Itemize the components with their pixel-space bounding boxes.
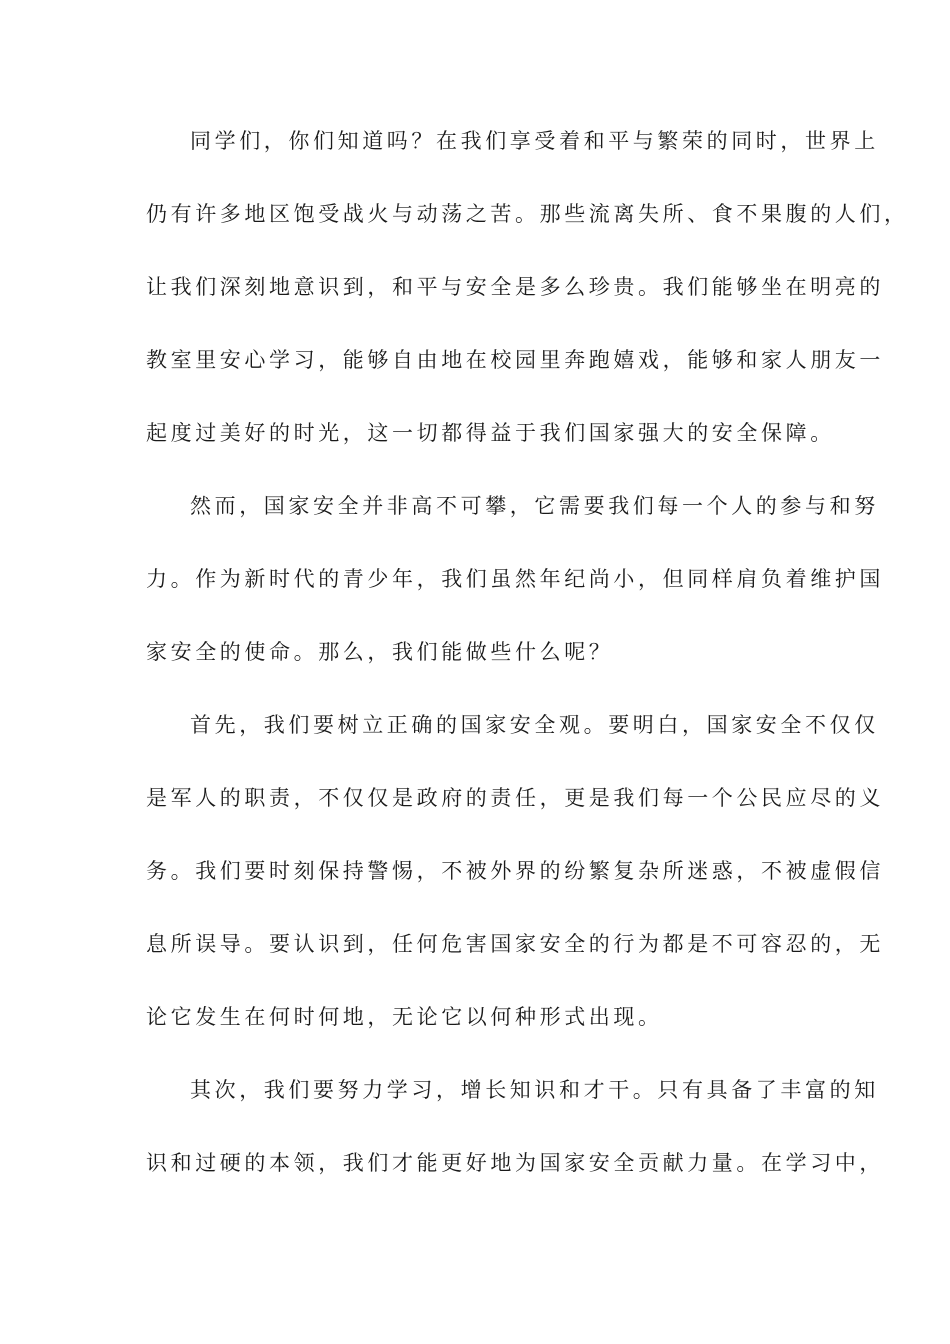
paragraph-1-line-5: 起度过美好的时光，这一切都得益于我们国家强大的安全保障。 <box>146 421 835 445</box>
document-body <box>146 121 909 1216</box>
paragraph-2-line-1: 然而，国家安全并非高不可攀，它需要我们每一个人的参与和努 <box>190 494 879 518</box>
paragraph-3-line-4: 息所误导。要认识到，任何危害国家安全的行为都是不可容忍的，无 <box>146 932 884 956</box>
paragraph-1-line-4: 教室里安心学习，能够自由地在校园里奔跑嬉戏，能够和家人朋友一 <box>146 348 884 372</box>
paragraph-3-line-3: 务。我们要时刻保持警惕，不被外界的纷繁复杂所迷惑，不被虚假信 <box>146 859 884 883</box>
paragraph-2-line-3: 家安全的使命。那么，我们能做些什么呢？ <box>146 640 614 664</box>
paragraph-1-line-3: 让我们深刻地意识到，和平与安全是多么珍贵。我们能够坐在明亮的 <box>146 275 884 299</box>
paragraph-4-line-1: 其次，我们要努力学习，增长知识和才干。只有具备了丰富的知 <box>190 1078 879 1102</box>
paragraph-4-line-2: 识和过硬的本领，我们才能更好地为国家安全贡献力量。在学习中， <box>146 1151 884 1175</box>
paragraph-3-line-1: 首先，我们要树立正确的国家安全观。要明白，国家安全不仅仅 <box>190 713 879 737</box>
paragraph-1-line-2: 仍有许多地区饱受战火与动荡之苦。那些流离失所、食不果腹的人们， <box>146 202 909 226</box>
paragraph-2-line-2: 力。作为新时代的青少年，我们虽然年纪尚小，但同样肩负着维护国 <box>146 567 884 591</box>
paragraph-3-line-5: 论它发生在何时何地，无论它以何种形式出现。 <box>146 1005 663 1029</box>
paragraph-3-line-2: 是军人的职责，不仅仅是政府的责任，更是我们每一个公民应尽的义 <box>146 786 884 810</box>
paragraph-1-line-1: 同学们，你们知道吗？在我们享受着和平与繁荣的同时，世界上 <box>190 129 879 153</box>
